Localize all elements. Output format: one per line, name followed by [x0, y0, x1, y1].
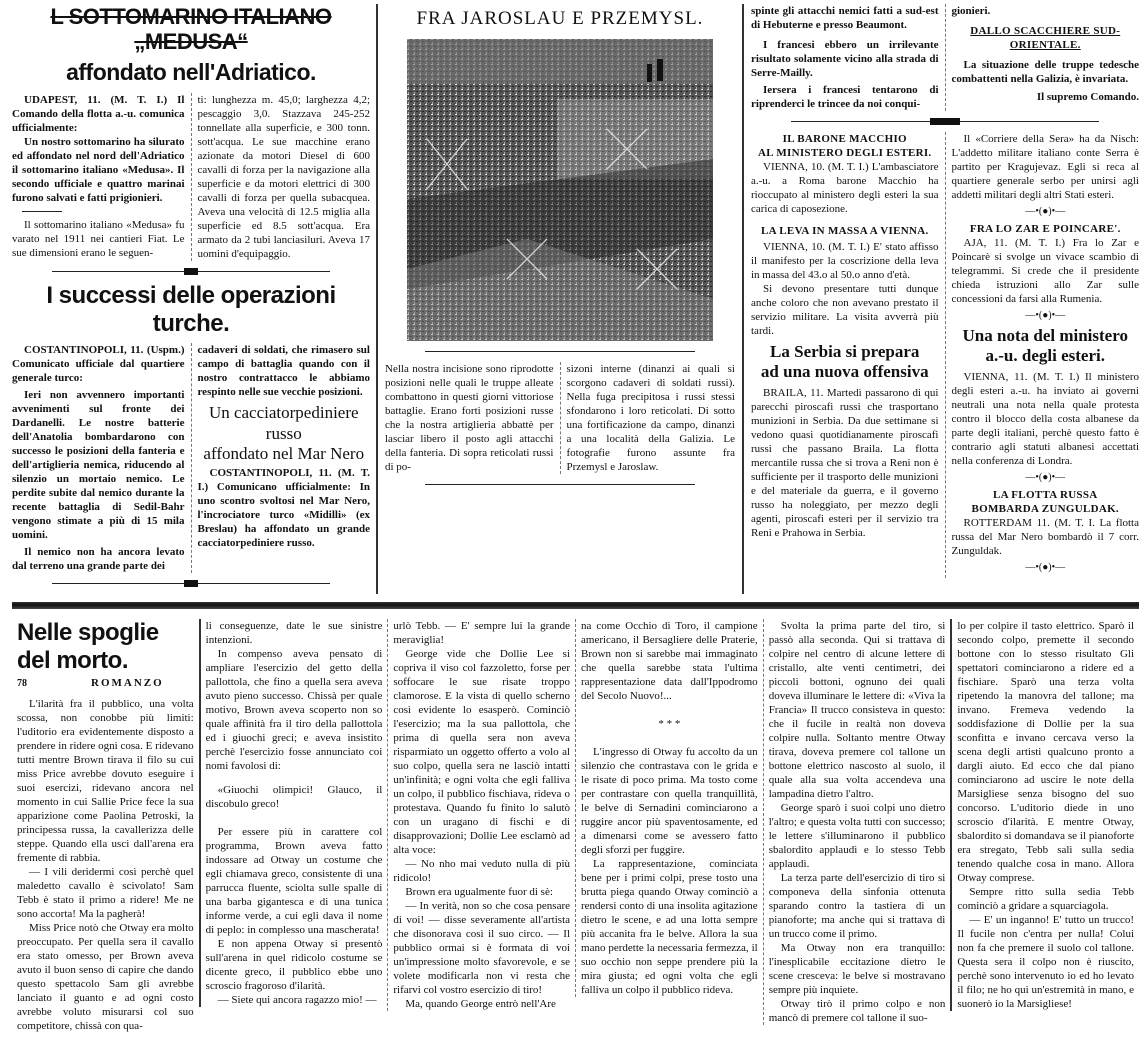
paragraph: VIENNA, 10. (M. T. I.) E' stato affisso il manifesto per la coscrizione della leva in massa del 43.o al 50.o anno d'età.	[751, 241, 939, 281]
paragraph: — E' un inganno! E' tutto un trucco! Il fucile non c'entra per nulla! Colui non fa che premere il suolo col tallone. Questa sera il colpo non è riuscito, perchè sono intervenuto io ed ho levato il filo; ne ho qui un'estremità in mano, e suonerò io la Marsigliese!	[957, 914, 1135, 1011]
headline-serbia-2: ad una nuova offensiva	[760, 362, 929, 382]
subheadline-medusa: affondato nell'Adriatico.	[66, 58, 316, 85]
paragraph: La situazione delle truppe tedesche combattenti nella Galizia, è invariata.	[951, 59, 1139, 85]
photo-caption	[385, 362, 735, 474]
serial-meta	[17, 676, 194, 691]
heading-macchio-2: AL MINISTERO DEGLI ESTERI.	[758, 147, 932, 159]
paragraph: Il nemico non ha ancora levato dal terreno una grande parte dei	[12, 546, 185, 573]
paragraph: George sparò i suoi colpi uno dietro l'altro; e questa volta tutti con successo; le lettere s'illuminarono il pubblico sbalordito applaudì e lo stesso Tebb applaudì.	[768, 802, 946, 871]
article-turkish-col-b	[191, 343, 371, 573]
photo-caption-a: Nella nostra incisione sono riprodotte posizioni nelle quali le truppe alleate combattono in questi giorni vittoriose battaglie. Erano forti posizioni russe che la nostra artiglieria abbattè per lasciar libero il posto agli attacchi della fanteria. Di sopra reticolati russi di po-	[385, 362, 554, 473]
paragraph: — Siete qui ancora ragazzo mio! —	[217, 994, 377, 1007]
paragraph: VIENNA, 10. (M. T. I.) L'ambasciatore a.-u. a Roma barone Macchio ha rioccupato al ministero degli esteri la sua carica di caposezione.	[751, 161, 939, 215]
article-medusa	[12, 93, 370, 261]
headline-destroyer: Un cacciatorpediniere	[208, 403, 359, 423]
heading-macchio: IL BARONE MACCHIO	[782, 133, 907, 145]
paragraph: I francesi ebbero un irrilevante risultato solamente vicino alla strada di Serre-Mailly.	[751, 39, 939, 79]
headline-medusa: L SOTTOMARINO ITALIANO „MEDUSA“	[50, 4, 332, 55]
paragraph: ROTTERDAM 11. (M. T. I. La flotta russa del Mar Nero bombardò il 7 corr. Zunguldak.	[951, 516, 1139, 557]
paragraph: George vide che Dollie Lee si copriva il viso col fazzoletto, forse per soffocare le sue risate troppo clamorose. E la vista di quello scherno così evidente lo esasperò. Cominciò l'esercizio; ma la sua pallottola, che prima di quella sera non aveva risparmiato un oggetto offerto a volo al suo colpo, quella sera ne lasciò intatti un'infinità; e ogni volta che egli falliva un colpo, il pubblico fischiava, rideva o protestava. Quando fu finito lo salutò con un uragano di fischi e di disapprovazioni; Dollie Lee esclamò ad alta voce:	[393, 648, 571, 857]
serial-title: Nelle spoglie del morto.	[17, 619, 159, 674]
article-turkish	[12, 343, 370, 573]
paragraph: In compenso aveva pensato di ampliare l'esercizio del getto della pallottola, che fino a quella sera aveva avuto pieno successo. Chissà per quale motivo, Brown aveva scoperto non so quale affinità fra il tiro della pallottola ed i giuochi greci; e aveva insistito perchè l'esercizio fosse annunciato coi nomi favolosi di:	[205, 648, 383, 773]
paragraph: urlò Tebb. — E' sempre lui la grande meraviglia!	[393, 620, 571, 647]
heading-zar: FRA LO ZAR E POINCARE'.	[969, 223, 1121, 235]
separator-block	[184, 580, 198, 587]
top-section	[12, 4, 1139, 594]
serial-number: 78	[17, 678, 27, 690]
heading-flotta: LA FLOTTA RUSSA	[992, 488, 1098, 501]
heading-flotta-2: BOMBARDA ZUNGULDAK.	[971, 502, 1119, 515]
paragraph: Miss Price notò che Otway era molto preoccupato. Per quella sera il cavallo era stato omesso, per Brown aveva avuto il buon senso di capire che dando questo spettacolo Sam gli avrebbe lanciato il guanto e ad ogni costo avrebbe voluto misurarsi col suo competitore, chissà con qua-	[17, 922, 194, 1033]
separator-block	[184, 268, 198, 275]
separator-block	[930, 118, 960, 125]
paragraph: lo per colpire il tasto elettrico. Sparò il secondo colpo, premette il secondo bottone con lo stesso risultato Gli spettatori cominciarono a ridere ed a fischiare. Sparò una terza volta ripetendo la manovra del tallone; ma invano. Fremeva vedendo la soddisfazione di Dollie per la sua sconfitta e invano cercava verso la scena degli artisti qualcuno pronto a dargli aiuto. Ed ecco che dal piano cominciarono ad uscire le note della Marsigliese senza bisogno del suo concorso. L'uditorio diede in uno scroscio d'ilarità. E mentre Otway, sbalordito si domandava se il pianoforte era stregato, Tebb salì sulla sedia tenendo qualche cosa in mano. Allora Otway comprese.	[957, 620, 1135, 885]
paragraph: gionieri.	[951, 5, 991, 17]
photo-caption-b: sizoni interne (dinanzi ai quali si scorgono cadaveri di soldati russi). Nella fuga precipitosa i russi stessi sfondarono i loro reticolati. Di sotto una fortificazione da campo, dinanzi a una località della Galizia. Le fotografie furono assunte fra Przemysl e Jaroslaw.	[560, 362, 736, 474]
headline-turkish-operations: I successi delle operazioni turche.	[46, 282, 336, 337]
paragraph: VIENNA, 11. (M. T. I.) Il ministero degli esteri a.-u. ha inviato ai governi neutrali una nota nella quale protesta contro il blocco della costa albanese da parte degli italiani, perchè questo fatto è contrario agli statuti albanesi accettati nella conferenza di Londra.	[951, 370, 1139, 467]
paragraph: Svolta la prima parte del tiro, si passò alla seconda. Qui si trattava di colpire nel centro di alcune lettere di cristallo, alte venti centimetri, dei piccoli bottoni, ognuno dei quali doveva illuminare le lettere di: «Viva la Francia» Il trucco consisteva in questo: che il fucile in realtà non doveva colpire nulla. Soltanto mentre Otway tirava, doveva premere col tallone un bottone elettrico nascosto al suolo, il quale alla sua volta accendeva una lampadina dietro l'altro.	[768, 620, 946, 801]
paragraph: na come Occhio di Toro, il campione americano, il Bersagliere delle Praterie, Brown non si sarebbe mai immaginato che quella sarebbe stata l'ultima rappresentazione data dall'Ippodromo del Secolo Nuovo!...	[581, 620, 758, 703]
headline-jaroslau: FRA JAROSLAU E PRZEMYSL.	[416, 8, 704, 29]
section-separator	[425, 351, 695, 352]
paragraph: COSTANTINOPOLI, 11. (Uspm.) Comunicato ufficiale dal quartiere generale turco:	[12, 344, 185, 385]
ornament: —•(●)•—	[1025, 310, 1066, 321]
paragraph: — In verità, non so che cosa pensare di voi! — disse severamente all'artista che disonorava così il suo circo. — Il pubblico ormai si è formata di voi un'impressione molto sfavorevole, e se volete modificarla non vi resta che rifarvi col vostro esercizio di tiro!	[393, 900, 571, 997]
middle-column	[378, 4, 744, 594]
paragraph: li conseguenze, date le sue sinistre intenzioni.	[205, 620, 383, 647]
serial-col-5	[763, 619, 951, 1025]
serial-col-6	[950, 619, 1139, 1011]
right-col-a	[751, 132, 939, 578]
headline-destroyer-2: russo	[265, 423, 302, 443]
serial-col-1	[12, 619, 199, 1033]
paragraph: COSTANTINOPOLI, 11. (M. T. I.) Comunicano ufficialmente: In uno scontro svoltosi nel Mar Nero, l'incrociatore turco «Midilli» (ex Breslau) ha affondato un grande cacciatorpediniere russo.	[197, 467, 370, 550]
paragraph: Sempre ritto sulla sedia Tebb cominciò a gridare a squarciagola.	[957, 886, 1135, 913]
section-separator	[791, 121, 1099, 122]
paragraph: L'ingresso di Otway fu accolto da un silenzio che contrastava con le grida e le risate di poco prima. Ma tosto come per contrastare con quella tranquillità, le belve di Sernadini cominciarono a ruggire ancor più spaventosamente, ed a dimenarsi come se avessero fatto degli sforzi per fuggire.	[581, 746, 758, 857]
article-medusa-col-a	[12, 93, 185, 261]
paragraph: Iersera i francesi tentarono di riprenderci le trincee da noi conqui-	[751, 84, 939, 110]
paragraph: La terza parte dell'esercizio di tiro si componeva della sinfonia ottenuta sparando contro la tastiera di un pianoforte; ma anche qui si trattava di un trucco come il primo.	[768, 872, 946, 941]
paragraph: spinte gli attacchi nemici fatti a sud-est di Hebuterne e presso Beaumont.	[751, 5, 939, 31]
paragraph: Ma, quando George entrò nell'Are	[405, 998, 556, 1011]
section-separator	[52, 271, 330, 272]
serial-genre: ROMANZO	[91, 677, 164, 690]
paragraph: Ma Otway non era tranquillo: l'inesplicabile eccitazione dietro le scene cresceva: le belve si mostravano sempre più inquiete.	[768, 942, 946, 997]
headline-nota-2: a.-u. degli esteri.	[985, 346, 1105, 366]
paragraph: BRAILA, 11. Martedì passarono di qui parecchi piroscafi russi che trasportano munizioni in Serbia. Da due settimane si vedono quasi quotidianamente piroscafi russi che passano Braila. La flotta mercantile russa che si trova a Reni non è sufficiente per il trasporto delle munizioni e del materiale da guerra, e il governo russo ha noleggiato, per mezzo degli agenti, piroscafi esteri per il servizio tra Reni e Prahowa in Serbia.	[751, 386, 939, 539]
headline-serbia: La Serbia si prepara	[770, 342, 920, 361]
serial-col-2	[199, 619, 388, 1007]
section-separator	[52, 583, 330, 584]
section-separator	[425, 484, 695, 485]
paragraph: La rappresentazione, cominciata bene per i primi colpi, prese tosto una brutta piega quando Otway cominciò a rendersi conto di una insolita agitazione dietro le scene, e ad una lotta sempre più accanita fra le belve. Allora la sua mano perdette la necessaria fermezza, il suo occhio non seppe prendere più la mira giusta; ed ogni volta che egli falliva un colpo il pubblico rideva.	[581, 858, 758, 997]
heading-sud-orientale: DALLO SCACCHIERE SUD-ORIENTALE.	[970, 25, 1121, 51]
paragraph: Il «Corriere della Sera» ha da Nisch: L'addetto militare italiano conte Serra è partito per Kragujevaz. Egli si reca al quartiere generale serbo per unirsi agli addetti militari degli altri Stati esteri.	[951, 133, 1139, 201]
headline-destroyer-3: affondato nel Mar Nero	[203, 444, 365, 463]
photo-trenches	[407, 39, 713, 341]
paragraph: Per essere più in carattere col programma, Brown aveva fatto indossare ad Otway un costume che egli chiamava greco, consistente di una parrucca fluente, sciolta sulle spalle di una barba gigantesca e di una tunica informe verde, a cui egli dava il nome di peplo: in complesso una mascherata!	[205, 826, 383, 937]
headline-nota: Una nota del ministero	[962, 326, 1128, 345]
trench-photo-image	[407, 39, 713, 341]
paragraph: * * *	[658, 718, 681, 731]
signature: Il supremo Comando.	[1036, 91, 1139, 103]
serial-col-3	[387, 619, 575, 1011]
article-medusa-col-b	[191, 93, 371, 261]
paragraph: Un nostro sottomarino ha silurato ed affondato nel nord dell'Adriatico il sottomarino italiano «Medusa». Il secondo ufficiale e quattro marinai furono salvati e fatti prigionieri.	[12, 136, 185, 205]
ornament: —•(●)•—	[1025, 471, 1066, 483]
paragraph: Brown era ugualmente fuor di sè:	[405, 886, 553, 899]
right-column	[744, 4, 1139, 594]
short-rule	[22, 211, 62, 212]
paragraph: AJA, 11. (M. T. I.) Fra lo Zar e Poincarè si svolge un vivace scambio di telegrammi. Si crede che il presidente chieda istruzioni allo Zar sulle concessioni da farsi alla Rumenia.	[951, 237, 1139, 305]
heading-leva: LA LEVA IN MASSA A VIENNA.	[760, 225, 929, 237]
paragraph: E non appena Otway si presentò sull'arena in quel ridicolo costume se dicente greco, il pubblico ebbe uno scroscio fragoroso d'ilarità.	[205, 938, 383, 993]
ornament: —•(●)•—	[1025, 561, 1066, 573]
serial-col-4	[575, 619, 763, 997]
paragraph: ti: lunghezza m. 45,0; larghezza 4,2; pescaggio 3,0. Stazzava 245-252 tonnellate alla superficie, e 300 tonn. sott'acqua. Le sue macchine erano azionate da motori Diesel di 600 cavalli di forza per la navigazione alla superficie e da motori elettrici di 300 cavalli di forza per quella subacquea. Aveva una velocità di 12.5 miglia alla superficie ed 8.5 sott'acqua. Era armato da 2 tubi lanciasiluri. Aveva 17 uomini d'equipaggio.	[197, 94, 370, 261]
ornament: —•(●)•—	[1025, 206, 1066, 217]
paragraph: cadaveri di soldati, che rimasero sul campo di battaglia quando con il nostro contrattacco le abbiamo respinto nelle sue vecchie posizioni.	[197, 344, 370, 399]
paragraph: — I vili deridermi così perchè quel maledetto cavallo è scivolato! Sam Tebb è stato il primo a ridere! Me ne sono accorta! Ma la pagherà!	[17, 866, 194, 921]
paragraph: Otway tirò il primo colpo e non mancò di premere col tallone il suo-	[768, 998, 946, 1025]
paragraph: Il sottomarino italiano «Medusa» fu varato nel 1911 nei cantieri Fiat. Le sue dimensioni erano le seguen-	[12, 219, 185, 260]
serial-novel	[12, 619, 1139, 1033]
article-turkish-col-a	[12, 343, 185, 573]
paragraph: «Giuochi olimpici! Glauco, il discobulo greco!	[205, 784, 383, 811]
top-left-column	[12, 4, 378, 594]
right-bottom-articles	[751, 132, 1139, 578]
paragraph: — No nho mai veduto nulla di più ridicolo!	[393, 858, 571, 885]
section-heavy-rule	[12, 602, 1139, 609]
article-sud-orientale	[945, 4, 1140, 111]
paragraph: L'ilarità fra il pubblico, una volta scossa, non conobbe più limiti: l'uditorio era evidentemente disposto a prendere in ridere ogni cosa. E ridevano tutti mentre Brown tirava il filo su cui miss Price avrebbe dovuto eseguire i suoi esercizi, ridevano ancora nel momento in cui Sallie Price fece la sua apparizione come Paolina Petroski, la principessa russa, la cavallerizza delle steppe. Quando ella uscì dall'arena era fremente di rabbia.	[17, 698, 194, 865]
right-col-b	[945, 132, 1140, 578]
paragraph: UDAPEST, 11. (M. T. I.) Il Comando della flotta a.-u. comunica ufficialmente:	[12, 94, 185, 135]
paragraph: Ieri non avvennero importanti avvenimenti sul fronte dei Dardanelli. Le nostre batterie dell'Anatolia bombardarono con successo le posizioni della fanteria e dell'artiglieria nemica, riducendo al silenzio un mortaio nemico. Le perdite subite dal nemico durante la recente battaglia di Sedil-Bahr vengono stimate a più di 15 mila uomini.	[12, 389, 185, 542]
right-top-articles	[751, 4, 1139, 111]
paragraph: Si devono presentare tutti dunque anche coloro che non avevano prestato il servizio militare. La visita avverrà più tardi.	[751, 283, 939, 337]
article-front-col-a	[751, 4, 939, 111]
